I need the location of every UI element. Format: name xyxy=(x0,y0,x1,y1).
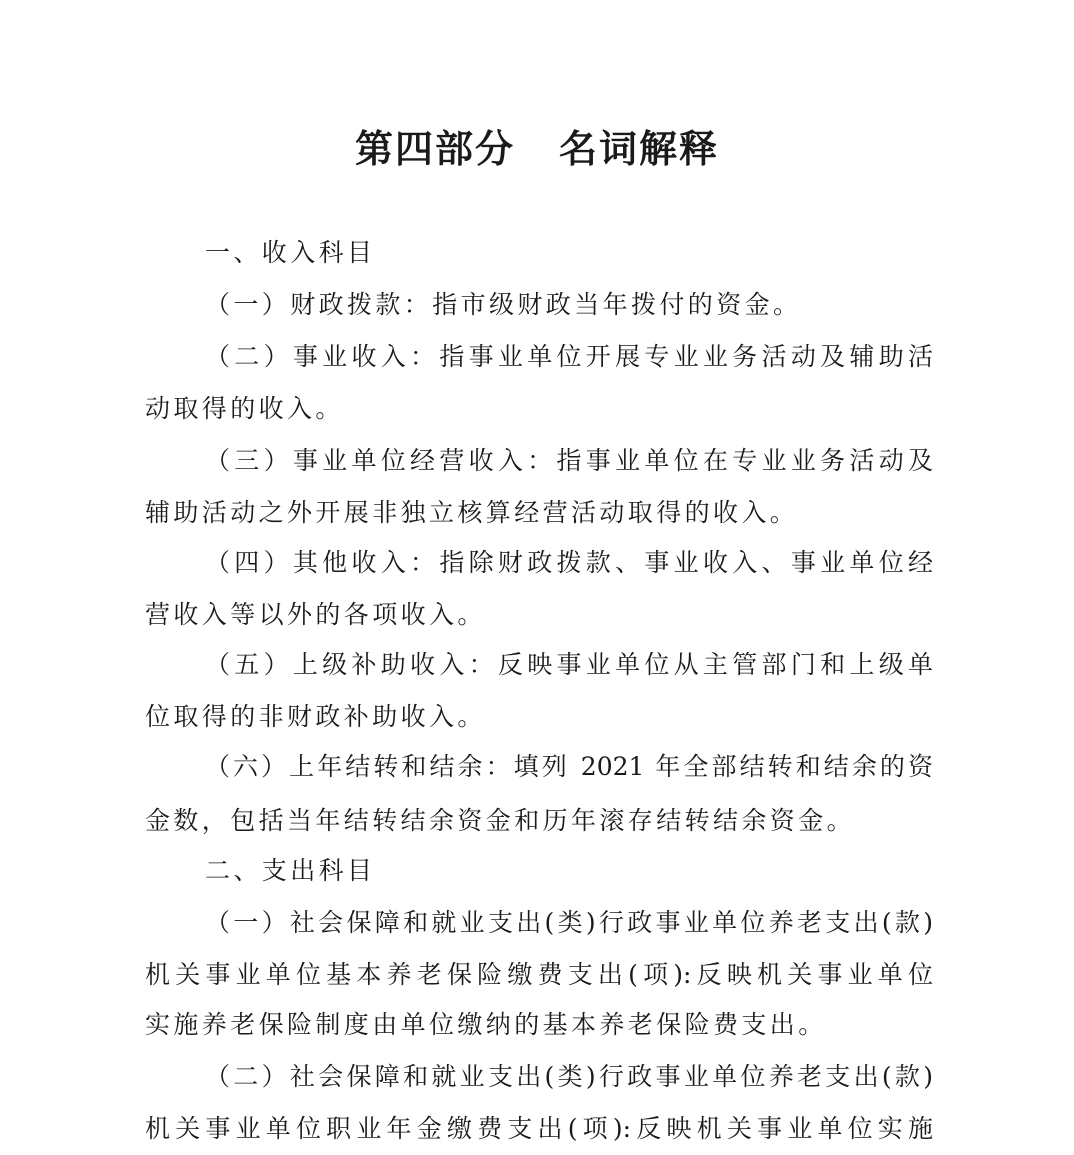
paragraph-line: 辅助活动之外开展非独立核算经营活动取得的收入。 xyxy=(145,498,799,527)
page-title xyxy=(0,118,1074,173)
section-heading: 二、支出科目 xyxy=(205,856,376,885)
paragraph-line: 机关事业单位基本养老保险缴费支出(项):反映机关事业单位 xyxy=(145,960,933,989)
paragraph-line: （三）事业单位经营收入：指事业单位在专业业务活动及 xyxy=(205,446,933,475)
title-part: 第四部分 xyxy=(354,126,515,171)
paragraph-line: （二）事业收入：指事业单位开展专业业务活动及辅助活 xyxy=(205,342,933,371)
paragraph-line: （四）其他收入：指除财政拨款、事业收入、事业单位经 xyxy=(205,548,933,577)
paragraph-line: 动取得的收入。 xyxy=(145,394,344,423)
paragraph-line: 实施养老保险制度由单位缴纳的基本养老保险费支出。 xyxy=(145,1010,827,1039)
section-heading: 一、收入科目 xyxy=(205,238,376,267)
paragraph-line: （二）社会保障和就业支出(类)行政事业单位养老支出(款) xyxy=(205,1062,933,1091)
paragraph-line: （五）上级补助收入：反映事业单位从主管部门和上级单 xyxy=(205,650,933,679)
paragraph-line: 机关事业单位职业年金缴费支出(项):反映机关事业单位实施 xyxy=(145,1114,933,1143)
title-name: 名词解释 xyxy=(559,126,720,171)
paragraph-line: 营收入等以外的各项收入。 xyxy=(145,600,486,629)
paragraph-line: （六）上年结转和结余：填列 2021 年全部结转和结余的资 xyxy=(205,752,933,781)
paragraph-line: （一）社会保障和就业支出(类)行政事业单位养老支出(款) xyxy=(205,908,933,937)
paragraph-line: （一）财政拨款：指市级财政当年拨付的资金。 xyxy=(205,290,802,319)
paragraph-line: 位取得的非财政补助收入。 xyxy=(145,702,486,731)
paragraph-line: 金数，包括当年结转结余资金和历年滚存结转结余资金。 xyxy=(145,806,856,835)
